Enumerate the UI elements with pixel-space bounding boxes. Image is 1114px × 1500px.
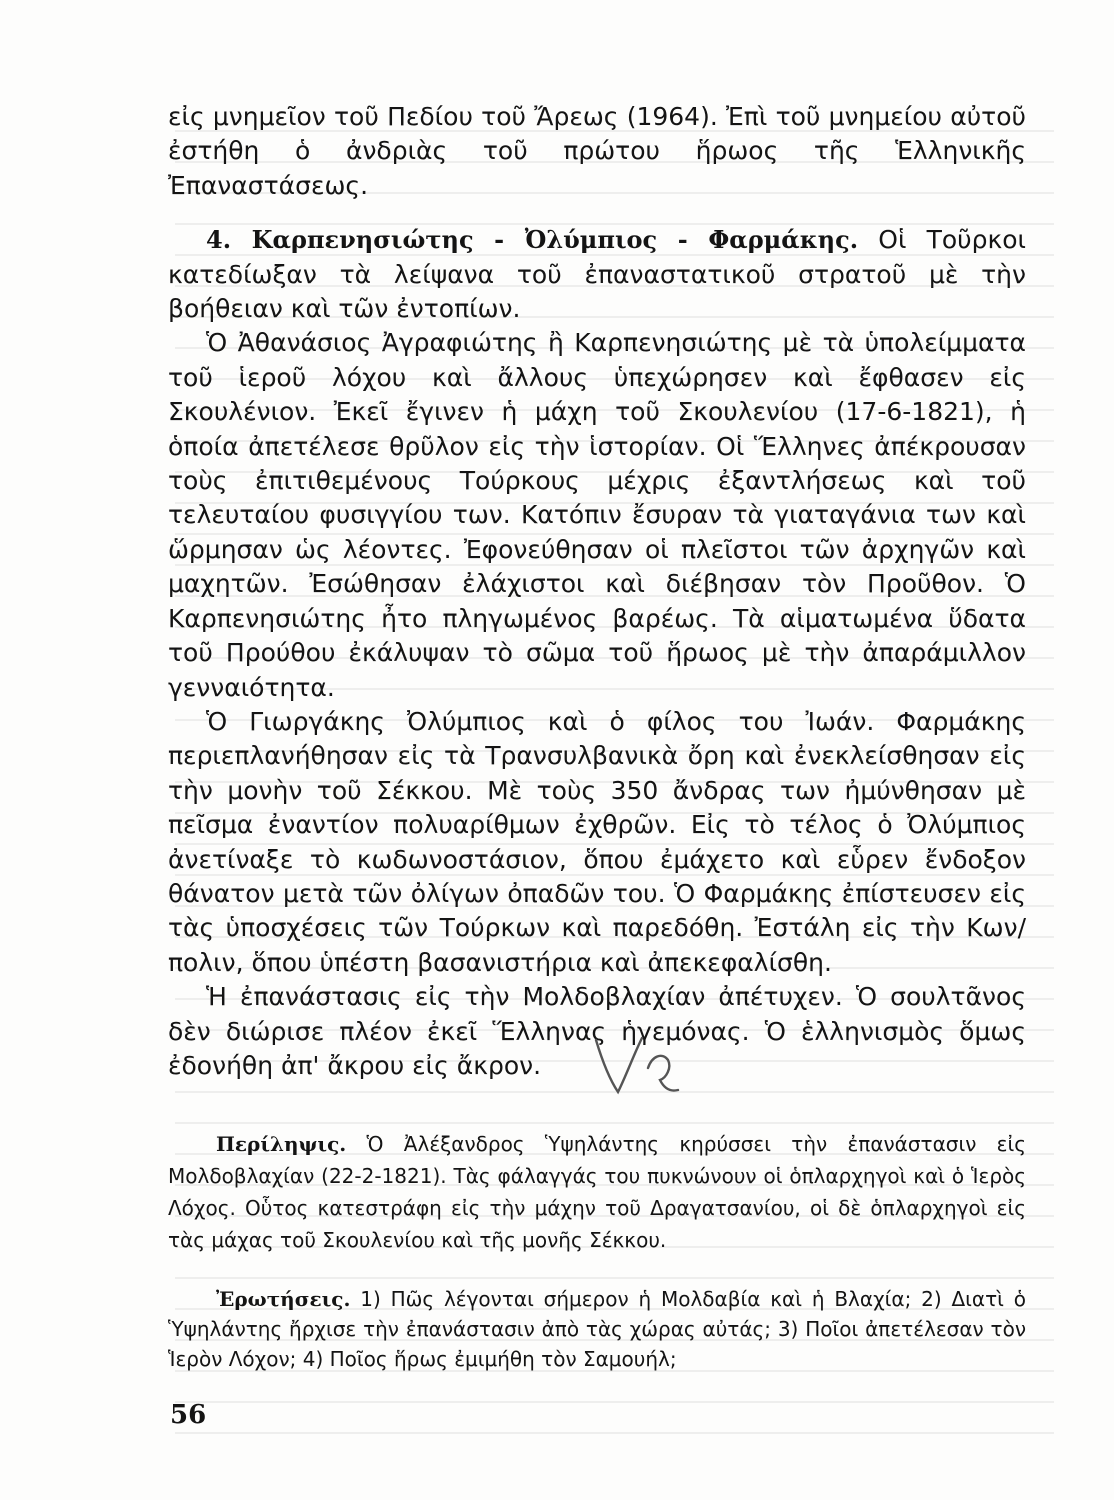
paragraph-olympios-farmakis: Ὁ Γιωργάκης Ὀλύμπιος καὶ ὁ φίλος του Ἰωάν. Φαρμάκης περιεπλανήθησαν εἰς τὰ Τρανσυλβανικὰ ὄρη καὶ ἐνεκλείσθησαν εἰς τὴν μονὴν τοῦ Σέκκου. Μὲ τοὺς 350 ἄνδρας των ἠμύνθησαν μὲ πεῖσμα ἐναντίον πολυαρίθμων ἐχθρῶν. Εἰς τὸ τέλος ὁ Ὀλύμπιος ἀνετίναξε τὸ κωδωνοστάσιον, ὅπου ἐμάχετο καὶ εὗρεν ἔνδοξον θάνατον μετὰ τῶν ὀλίγων ὀπαδῶν του. Ὁ Φαρμάκης ἐπίστευσεν εἰς τὰς ὑποσχέσεις τῶν Τούρκων καὶ παρεδόθη. Ἐστάλη εἰς τὴν Κων/πολιν, ὅπου ὑπέστη βασανιστήρια καὶ ἀπεκεφαλίσθη.	[168, 706, 1026, 977]
questions-block	[168, 1284, 1026, 1374]
questions-text: 1) Πῶς λέγονται σήμερον ἡ Μολδαβία καὶ ἡ Βλαχία; 2) Διατὶ ὁ Ὑψηλάντης ἤρχισε τὴν ἐπανάστασιν ἀπὸ τὰς χώρας αὐτάς; 3) Ποῖοι ἀπετέλεσαν τὸν Ἱερὸν Λόχον; 4) Ποῖος ἥρως ἐμιμήθη τὸν Σαμουήλ;	[168, 1287, 1026, 1371]
section-intro: Οἱ Τοῦρκοι κατεδίωξαν τὰ λείψανα τοῦ ἐπαναστατικοῦ στρατοῦ μὲ τὴν βοήθειαν καὶ τῶν ἐντοπίων.	[168, 225, 1027, 324]
summary-label: Περίληψις.	[216, 1132, 347, 1156]
page-number: 56	[170, 1400, 207, 1430]
section-4	[168, 223, 1026, 326]
paragraph-karpenisiotis: Ὁ Ἀθανάσιος Ἀγραφιώτης ἢ Καρπενησιώτης μὲ τὰ ὑπολείμματα τοῦ ἱεροῦ λόχου καὶ ἄλλους ὑπεχώρησεν καὶ ἔφθασεν εἰς Σκουλένιον. Ἐκεῖ ἔγινεν ἡ μάχη τοῦ Σκουλενίου (17-6-1821), ἡ ὁποία ἀπετέλεσε θρῦλον εἰς τὴν ἱστορίαν. Οἱ Ἕλληνες ἀπέκρουσαν τοὺς ἐπιτιθεμένους Τούρκους μέχρις ἐξαντλήσεως καὶ τοῦ τελευταίου φυσιγγίου των. Κατόπιν ἔσυραν τὰ γιαταγάνια των καὶ ὥρμησαν ὡς λέοντες. Ἐφονεύθησαν οἱ πλεῖστοι τῶν ἀρχηγῶν καὶ μαχητῶν. Ἐσώθησαν ἐλάχιστοι καὶ διέβησαν τὸν Προῦθον. Ὁ Καρπενησιώτης ἦτο πληγωμένος βαρέως. Τὰ αἱματωμένα ὕδατα τοῦ Προύθου ἐκάλυψαν τὸ σῶμα τοῦ ἥρωος μὲ τὴν ἀπαράμιλλον γενναιότητα.	[168, 328, 1026, 702]
main-text	[168, 100, 1026, 1083]
summary-text: Ὁ Ἀλέξανδρος Ὑψηλάντης κηρύσσει τὴν ἐπανάστασιν εἰς Μολδοβλαχίαν (22-2-1821). Τὰς φάλαγγάς του πυκνώνουν οἱ ὁπλαρχηγοὶ καὶ ὁ Ἱερὸς Λόχος. Οὗτος κατεστράφη εἰς τὴν μάχην τοῦ Δραγατσανίου, οἱ δὲ ὁπλαρχηγοὶ εἰς τὰς μάχας τοῦ Σκουλενίου καὶ τῆς μονῆς Σέκκου.	[168, 1132, 1026, 1252]
paragraph-monument: εἰς μνημεῖον τοῦ Πεδίου τοῦ Ἄρεως (1964). Ἐπὶ τοῦ μνημείου αὐτοῦ ἐστήθη ὁ ἀνδριὰς τοῦ πρώτου ἥρωος τῆς Ἑλληνικῆς Ἐπαναστάσεως.	[168, 102, 1026, 200]
questions-label: Ἐρωτήσεις.	[216, 1287, 351, 1311]
summary-block	[168, 1128, 1026, 1256]
paragraph-outcome: Ἡ ἐπανάστασις εἰς τὴν Μολδοβλαχίαν ἀπέτυχεν. Ὁ σουλτᾶνος δὲν διώρισε πλέον ἐκεῖ Ἕλληνας ἡγεμόνας. Ὁ ἑλληνισμὸς ὅμως ἐδονήθη ἀπ' ἄκρου εἰς ἄκρον.	[168, 982, 1026, 1080]
section-title: 4. Καρπενησιώτης - Ὀλύμπιος - Φαρμάκης.	[206, 225, 859, 255]
pencil-mark-icon	[590, 1030, 690, 1100]
